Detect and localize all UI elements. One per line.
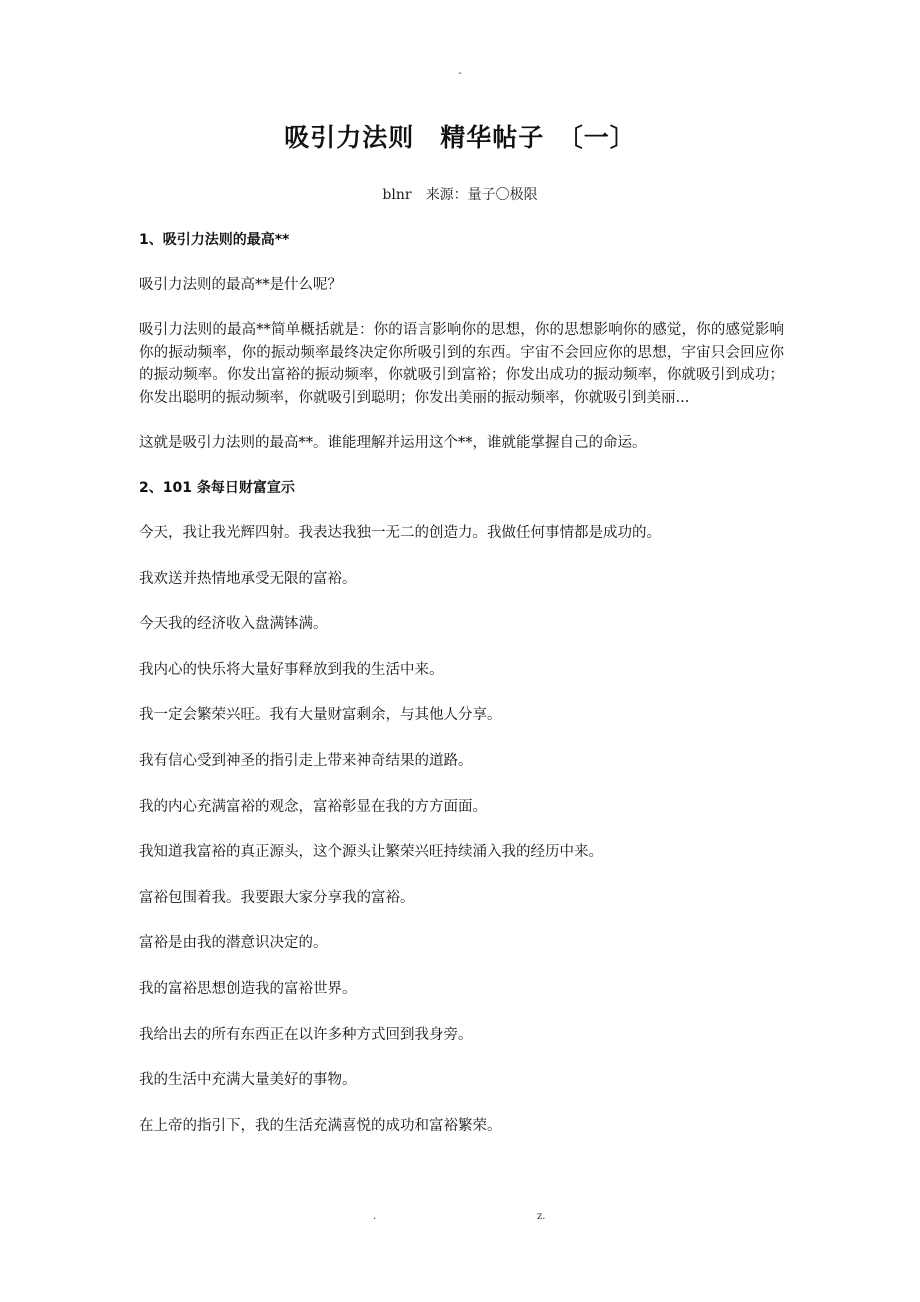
page-footer-left: . <box>373 1211 377 1222</box>
affirmation-item: 我有信心受到神圣的指引走上带来神奇结果的道路。 <box>139 752 473 769</box>
document-body <box>139 229 784 1160</box>
page-header-mark: - <box>458 68 462 79</box>
affirmation-item: 我的内心充满富裕的观念，富裕彰显在我的方方面面。 <box>139 798 487 815</box>
affirmation-item: 我内心的快乐将大量好事释放到我的生活中来。 <box>139 661 444 678</box>
affirmation-item: 我知道我富裕的真正源头，这个源头让繁荣兴旺持续涌入我的经历中来。 <box>139 844 603 861</box>
affirmation-item: 今天，我让我光辉四射。我表达我独一无二的创造力。我做任何事情都是成功的。 <box>139 525 661 541</box>
paragraph: 吸引力法则的最高**简单概括就是：你的语言影响你的思想，你的思想影响你的感觉，你的感觉影响你的振动频率，你的振动频率最终决定你所吸引到的东西。宇宙不会回应你的思想，宇宙只会回应你的振动频率。你发出富裕的振动频率，你就吸引到富裕；你发出成功的振动频率，你就吸引到成功；你发出聪明的振动频率，你就吸引到聪明；你发出美丽的振动频率，你就吸引到美丽... <box>139 322 784 406</box>
affirmation-item: 在上帝的指引下，我的生活充满喜悦的成功和富裕繁荣。 <box>139 1117 502 1134</box>
document-title: 吸引力法则 精华帖子 〔一〕 <box>284 123 636 152</box>
affirmation-item: 我一定会繁荣兴旺。我有大量财富剩余，与其他人分享。 <box>139 707 502 724</box>
affirmation-item: 我的生活中充满大量美好的事物。 <box>139 1072 357 1089</box>
affirmation-item: 我的富裕思想创造我的富裕世界。 <box>139 980 357 997</box>
paragraph: 吸引力法则的最高**是什么呢？ <box>139 277 342 293</box>
document-subtitle: blnr 来源：量子〇极限 <box>382 187 538 203</box>
page-footer-right: z. <box>537 1211 546 1222</box>
affirmation-item: 我欢送并热情地承受无限的富裕。 <box>139 570 357 587</box>
affirmation-item: 富裕包围着我。我要跟大家分享我的富裕。 <box>139 889 415 906</box>
affirmation-item: 我给出去的所有东西正在以许多种方式回到我身旁。 <box>139 1026 473 1043</box>
affirmation-item: 富裕是由我的潜意识决定的。 <box>139 935 328 952</box>
section-heading: 1、吸引力法则的最高** <box>139 232 290 248</box>
affirmation-item: 今天我的经济收入盘满钵满。 <box>139 616 328 633</box>
paragraph: 这就是吸引力法则的最高**。谁能理解并运用这个**，谁就能掌握自己的命运。 <box>139 435 647 451</box>
section-heading: 2、101 条每日财富宣示 <box>139 480 295 496</box>
